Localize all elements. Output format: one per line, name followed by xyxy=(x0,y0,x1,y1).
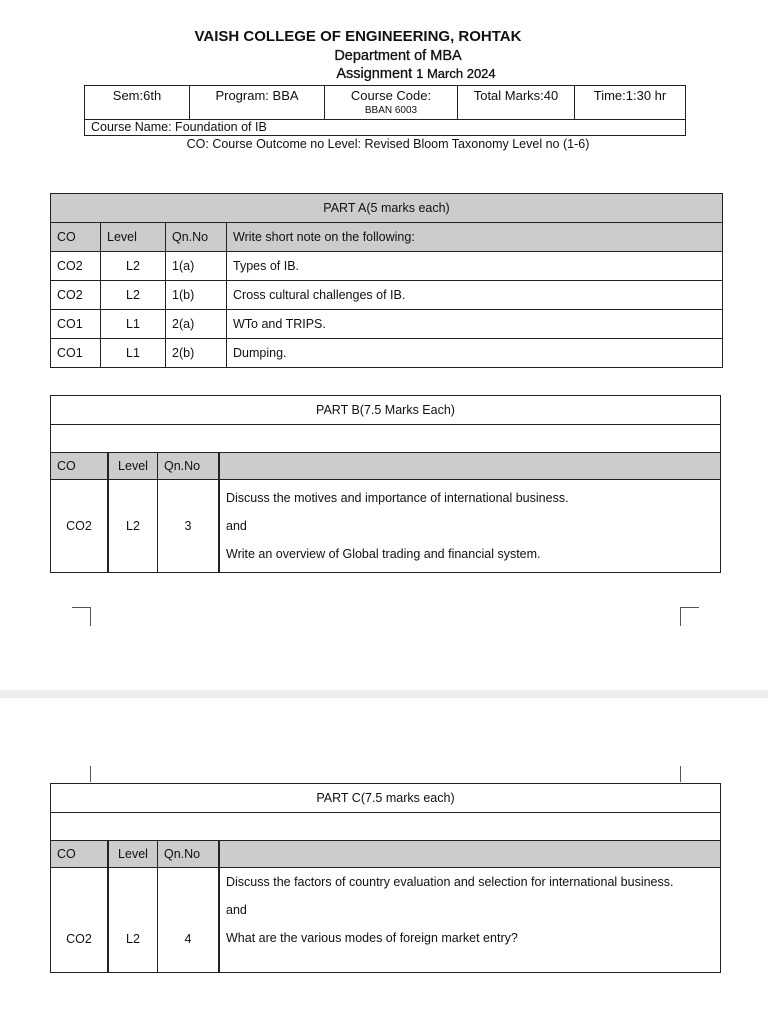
col-header-question: Write short note on the following: xyxy=(227,223,723,252)
question-cell xyxy=(219,480,721,573)
part-a-title: PART A(5 marks each) xyxy=(51,194,723,223)
co-cell: CO1 xyxy=(51,310,101,339)
col-header-question xyxy=(219,453,721,480)
col-header-qn: Qn.No xyxy=(158,841,220,868)
page-corner-mark xyxy=(90,766,91,782)
level-cell: L2 xyxy=(108,480,158,573)
table-row xyxy=(51,281,723,310)
assignment-date: 1 March 2024 xyxy=(416,66,496,81)
qn-cell: 3 xyxy=(158,480,220,573)
question-line-2: What are the various modes of foreign market entry? xyxy=(226,931,518,945)
blank-row xyxy=(51,425,721,453)
assignment-title xyxy=(32,66,768,82)
part-c-title: PART C(7.5 marks each) xyxy=(51,784,721,813)
qn-cell: 2(a) xyxy=(166,310,227,339)
question-cell: Cross cultural challenges of IB. xyxy=(227,281,723,310)
question-and: and xyxy=(226,519,247,533)
semester-cell: Sem:6th xyxy=(85,86,190,120)
co-cell: CO2 xyxy=(51,281,101,310)
col-header-level: Level xyxy=(108,841,158,868)
co-cell: CO2 xyxy=(51,252,101,281)
page-corner-mark xyxy=(72,607,91,626)
question-line-1: Discuss the motives and importance of international business. xyxy=(226,491,569,505)
part-b-title: PART B(7.5 Marks Each) xyxy=(51,396,721,425)
qn-cell: 1(b) xyxy=(166,281,227,310)
question-cell: Dumping. xyxy=(227,339,723,368)
blank-row xyxy=(51,813,721,841)
time-cell: Time:1:30 hr xyxy=(575,86,686,120)
page-corner-mark xyxy=(680,766,681,782)
college-name: VAISH COLLEGE OF ENGINEERING, ROHTAK xyxy=(194,28,522,45)
document-page-2 xyxy=(0,698,768,1024)
page-separator xyxy=(0,690,768,698)
page-corner-mark xyxy=(680,607,699,626)
qn-cell: 1(a) xyxy=(166,252,227,281)
col-header-level: Level xyxy=(108,453,158,480)
table-row xyxy=(51,339,723,368)
table-row xyxy=(51,252,723,281)
col-header-qn: Qn.No xyxy=(166,223,227,252)
table-row xyxy=(51,480,721,573)
col-header-co: CO xyxy=(51,453,109,480)
question-and: and xyxy=(226,903,247,917)
level-cell: L2 xyxy=(108,868,158,973)
course-code-label: Course Code: xyxy=(350,88,432,103)
part-c-table xyxy=(50,783,721,973)
col-header-co: CO xyxy=(51,841,109,868)
question-cell: Types of IB. xyxy=(227,252,723,281)
col-header-level: Level xyxy=(101,223,166,252)
qn-cell: 4 xyxy=(158,868,220,973)
table-row xyxy=(51,868,721,973)
question-cell: WTo and TRIPS. xyxy=(227,310,723,339)
course-code-cell xyxy=(325,86,458,120)
course-code-value: BBAN 6003 xyxy=(364,105,418,116)
qn-cell: 2(b) xyxy=(166,339,227,368)
part-a-table xyxy=(50,193,723,368)
part-b-table xyxy=(50,395,721,573)
department-name: Department of MBA xyxy=(334,48,462,64)
program-cell: Program: BBA xyxy=(190,86,325,120)
question-line-1: Discuss the factors of country evaluation and selection for international business. xyxy=(226,875,674,889)
col-header-qn: Qn.No xyxy=(158,453,220,480)
course-info-table xyxy=(84,85,686,136)
question-cell xyxy=(219,868,721,973)
level-cell: L1 xyxy=(101,339,166,368)
total-marks-cell: Total Marks:40 xyxy=(458,86,575,120)
co-cell: CO1 xyxy=(51,339,101,368)
table-row xyxy=(51,310,723,339)
course-outcome-note: CO: Course Outcome no Level: Revised Bloom Taxonomy Level no (1-6) xyxy=(186,137,590,151)
co-cell: CO2 xyxy=(51,868,109,973)
level-cell: L2 xyxy=(101,281,166,310)
assignment-label: Assignment xyxy=(336,66,413,82)
col-header-question xyxy=(219,841,721,868)
level-cell: L1 xyxy=(101,310,166,339)
co-cell: CO2 xyxy=(51,480,109,573)
col-header-co: CO xyxy=(51,223,101,252)
level-cell: L2 xyxy=(101,252,166,281)
question-line-2: Write an overview of Global trading and financial system. xyxy=(226,547,541,561)
course-name-cell: Course Name: Foundation of IB xyxy=(85,120,686,136)
